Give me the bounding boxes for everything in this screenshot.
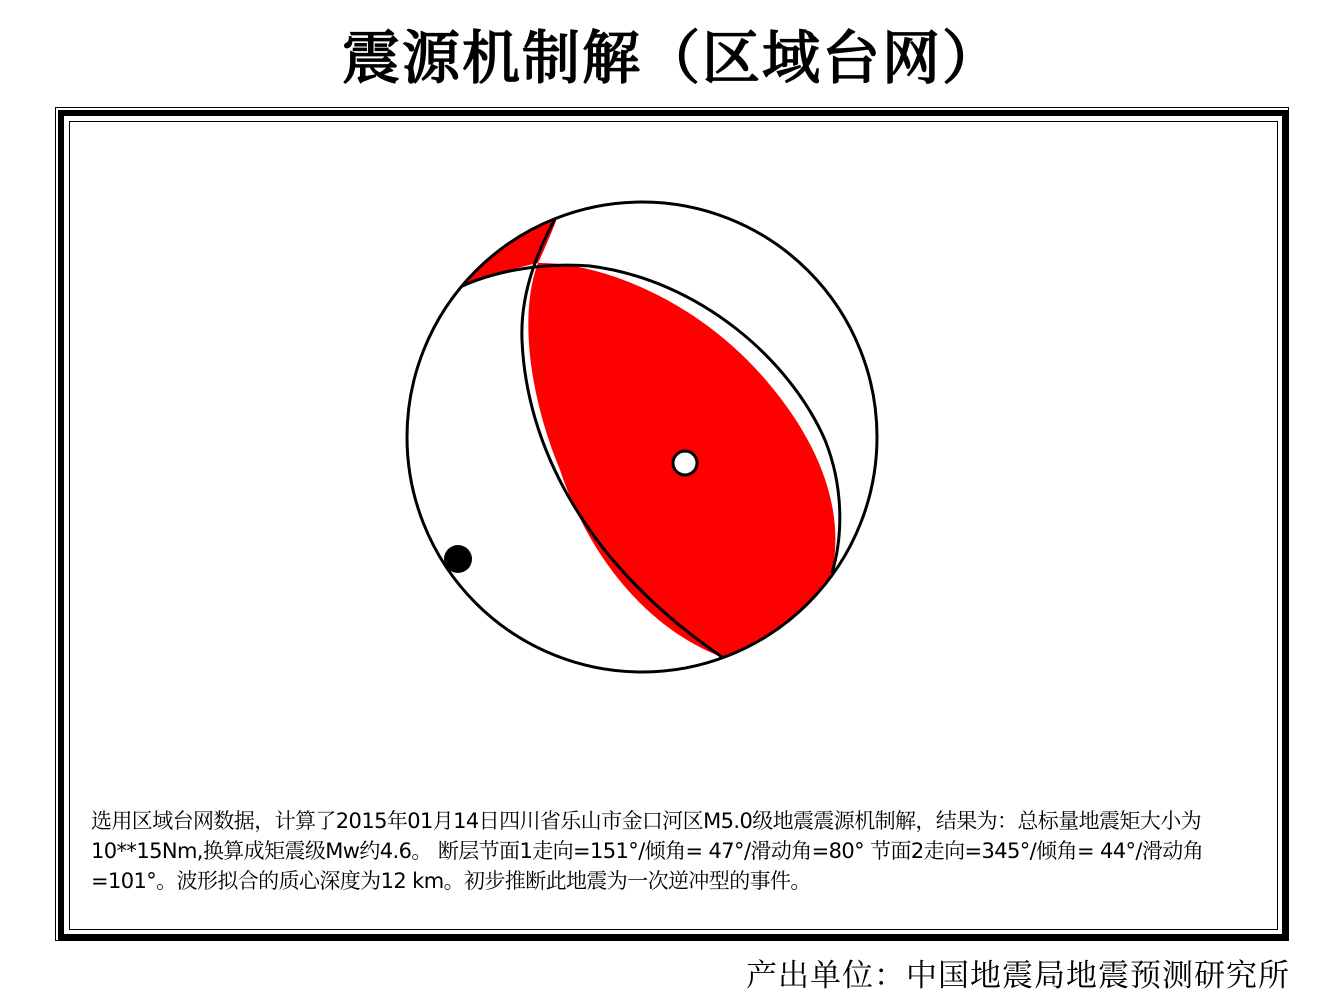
producer-credit: 产出单位：中国地震局地震预测研究所: [746, 958, 1290, 994]
p-axis-marker: [444, 545, 472, 573]
mechanism-description: 选用区域台网数据，计算了2015年01月14日四川省乐山市金口河区M5.0级地震震源机制解，结果为：总标量地震矩大小为10**15Nm,换算成矩震级Mw约4.6。 断层节面1走向=151°/倾角= 47°/滑动角=80° 节面2走向=345°/倾角= 44°/滑动角=101°。波形拟合的质心深度为12 km。初步推断此地震为一次逆冲型的事件。: [91, 809, 1204, 893]
page-title: 震源机制解（区域台网）: [341, 24, 1002, 92]
t-axis-marker: [673, 451, 697, 475]
